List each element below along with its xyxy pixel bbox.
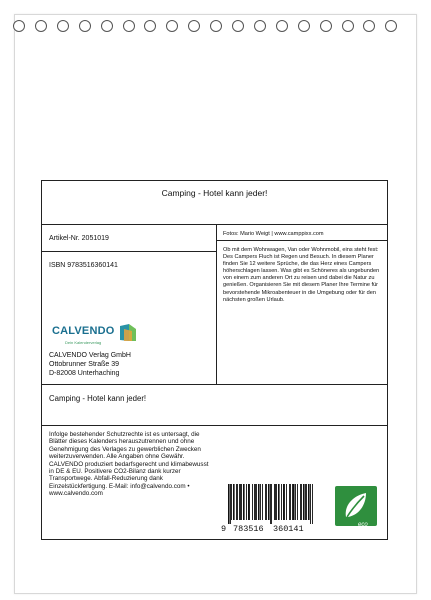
barcode-bar — [266, 484, 267, 520]
eco-label: eco — [358, 522, 368, 528]
barcode-bar — [295, 484, 296, 520]
article-number: Artikel-Nr. 2051019 — [49, 235, 109, 242]
barcode-bar — [305, 484, 306, 520]
publisher-address — [49, 351, 131, 378]
subtitle-box — [42, 384, 387, 426]
spiral-ring — [298, 20, 310, 32]
barcode-bar — [278, 484, 280, 520]
barcode-bar — [241, 484, 242, 520]
barcode-bar — [271, 484, 272, 524]
spiral-ring — [254, 20, 266, 32]
barcode-bar — [237, 484, 238, 520]
logo-wordmark: CALVENDO — [52, 325, 115, 337]
barcode-bar — [230, 484, 231, 524]
barcode-bar — [262, 484, 263, 520]
spiral-ring — [144, 20, 156, 32]
barcode-bar — [310, 484, 311, 524]
spiral-ring — [210, 20, 222, 32]
spiral-ring — [13, 20, 25, 32]
barcode-bar — [239, 484, 240, 520]
calendar-description: Ob mit dem Wohnwagen, Van oder Wohnmobil, eins steht fest: Des Campers Fluch ist Regen und Besuch. In diesem Planer finden Sie 12 weitere Sprüche, die das Herz eines Campers höherschlagen lassen. Was gibt es Schöneres als ungebunden von einem zum anderen Ort zu reisen und dabei die Natur zu genießen. Organisieren Sie mit diesem Planer Ihre Termine für bevorstehende Mikroabenteuer in die Umgebung oder für den nächsten großen Urlaub. — [223, 247, 380, 303]
left-column — [42, 225, 217, 384]
publisher-city: D-82008 Unterhaching — [49, 370, 120, 377]
photo-credit: Fotos: Mario Weigt | www.camppixx.com — [223, 231, 324, 237]
barcode-bar — [236, 484, 237, 520]
barcode-bar — [233, 484, 235, 520]
barcode-left-digits: 783516 — [233, 524, 264, 534]
barcode-bar — [312, 484, 313, 524]
calvendo-logo — [52, 323, 142, 349]
divider — [42, 251, 217, 252]
barcode-bar — [231, 484, 232, 520]
barcode-bar — [252, 484, 253, 520]
right-column — [217, 225, 388, 384]
barcode-bar — [256, 484, 257, 520]
eco-badge — [335, 486, 377, 534]
barcode-bar — [292, 484, 293, 520]
barcode-right-digits: 360141 — [273, 524, 304, 534]
spiral-ring — [276, 20, 288, 32]
barcode-bars — [228, 484, 314, 524]
barcode-bar — [249, 484, 250, 520]
barcode-bar — [297, 484, 298, 520]
divider — [217, 240, 388, 241]
spiral-ring — [57, 20, 69, 32]
spiral-ring — [385, 20, 397, 32]
barcode-bar — [260, 484, 261, 520]
title-box — [42, 181, 387, 225]
calendar-title: Camping - Hotel kann jeder! — [161, 188, 268, 198]
barcode-bar — [274, 484, 275, 520]
barcode-bar — [300, 484, 301, 520]
legal-notice: Infolge bestehender Schutzrechte ist es untersagt, die Blätter dieses Kalenders herauszutrennen und ohne Genehmigung des Verlages zu gewerblichen Zwecken weiterzuverwenden. Alle Angaben ohne Gewähr. CALVENDO produziert bedarfsgerecht und klimabewusst in DE & EU. Positivere CO2-Bilanz dank kurzer Transportwege. Abfall-Reduzierung dank Einzelstückfertigung. E-Mail: info@calvendo.com • www.calvendo.com — [49, 431, 209, 498]
calendar-subtitle: Camping - Hotel kann jeder! — [49, 394, 147, 403]
barcode-lead-digit: 9 — [221, 524, 227, 534]
spiral-binding — [0, 20, 431, 36]
barcode-bar — [240, 484, 241, 520]
publisher-name: CALVENDO Verlag GmbH — [49, 352, 131, 359]
barcode-bar — [268, 484, 270, 520]
spiral-ring — [166, 20, 178, 32]
spiral-ring — [363, 20, 375, 32]
barcode-bar — [306, 484, 307, 520]
spiral-ring — [79, 20, 91, 32]
barcode-bar — [284, 484, 285, 520]
spiral-ring — [342, 20, 354, 32]
barcode-bar — [290, 484, 291, 520]
barcode-bar — [293, 484, 295, 520]
leaf-icon — [335, 486, 377, 526]
spiral-ring — [35, 20, 47, 32]
barcode-bar — [258, 484, 260, 520]
barcode-bar — [228, 484, 230, 524]
spiral-ring — [123, 20, 135, 32]
info-frame — [41, 180, 388, 540]
logo-tagline: Dein Kalenderverlag — [65, 340, 102, 345]
publisher-street: Ottobrunner Straße 39 — [49, 361, 120, 368]
spiral-ring — [101, 20, 113, 32]
barcode-bar — [301, 484, 302, 520]
barcode-bar — [308, 484, 310, 520]
barcode-bar — [265, 484, 266, 520]
barcode-bar — [281, 484, 282, 520]
isbn: ISBN 9783516360141 — [49, 262, 118, 269]
barcode-bar — [276, 484, 277, 520]
spiral-ring — [320, 20, 332, 32]
barcode-bar — [243, 484, 245, 520]
isbn-barcode — [221, 484, 315, 534]
spiral-ring — [232, 20, 244, 32]
barcode-bar — [286, 484, 287, 520]
barcode-bar — [289, 484, 290, 520]
barcode-bar — [270, 484, 271, 524]
spiral-ring — [188, 20, 200, 32]
barcode-bar — [246, 484, 247, 520]
barcode-bar — [303, 484, 305, 520]
barcode-bar — [255, 484, 256, 520]
logo-mark-icon — [118, 323, 138, 343]
barcode-bar — [254, 484, 255, 520]
barcode-bar — [275, 484, 276, 520]
